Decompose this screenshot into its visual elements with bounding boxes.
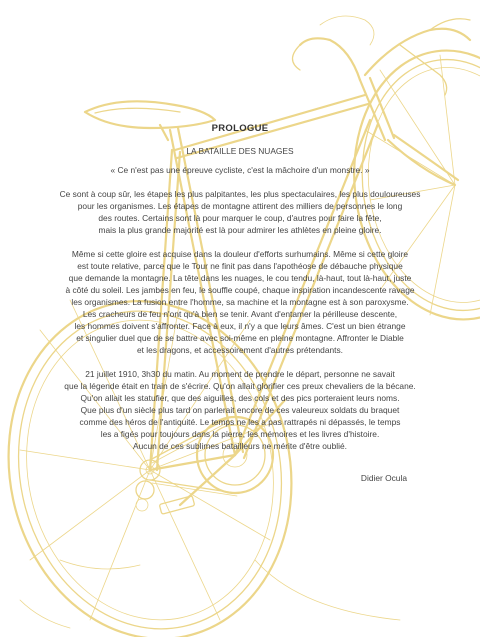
- paragraph-2-line-4: à côté du soleil. Les jambes en feu, le souffle coupé, chaque inspiration incandescente ravage: [65, 285, 415, 295]
- paragraph-3-line-3: Qu'on allait les statufier, que des aiguilles, des cols et des pics porteraient leurs noms.: [80, 393, 400, 403]
- paragraph-3-line-1: 21 juillet 1910, 3h30 du matin. Au moment de prendre le départ, personne ne savait: [85, 369, 395, 379]
- paragraph-1-line-1: Ce sont à coup sûr, les étapes les plus palpitantes, les plus spectaculaires, les plus douloureuses: [59, 189, 421, 199]
- paragraph-3-line-2: que la légende était en train de s'écrire. Qu'on allait glorifier ces preux chevaliers de la bécane.: [64, 381, 416, 391]
- page-title: PROLOGUE: [211, 123, 269, 134]
- paragraph-2-line-9: et les dragons, et accessoirement d'autres prétendants.: [137, 345, 343, 355]
- paragraph-3-line-6: les a figés pour toujours dans la pierre, les mémoires et les livres d'histoire.: [100, 429, 380, 439]
- page-subtitle: LA BATAILLE DES NUAGES: [186, 146, 294, 156]
- paragraph-2-line-2: est toute relative, parce que le Tour ne finit pas dans l'apothéose de débauche physique: [77, 261, 403, 271]
- paragraph-2-line-5: les organismes. La fusion entre l'homme, sa machine et la montagne est à son paroxysme.: [71, 297, 409, 307]
- paragraph-3-line-5: comme des héros de l'antiquité. Le temps ne les a pas rattrapés ni dépassés, le temps: [79, 417, 401, 427]
- paragraph-1-line-3: des routes. Certains sont là pour marquer le coup, d'autres pour faire la fête,: [98, 213, 382, 223]
- paragraph-2-line-1: Même si cette gloire est acquise dans la douleur d'efforts surhumains. Même si cette gloire: [71, 249, 409, 259]
- paragraph-3-line-7: Aucun de ces sublimes batailleurs ne mérite d'être oublié.: [133, 441, 347, 451]
- paragraph-2-line-8: et singulier duel que de se battre avec soi-même en pleine montagne. Affronter le Diable: [76, 333, 404, 343]
- paragraph-2-line-3: que demande la montagne. La tête dans les nuages, le cou tendu, là-haut, tout là-haut, juste: [68, 273, 412, 283]
- author-signature: Didier Ocula: [360, 473, 407, 483]
- epigraph: « Ce n'est pas une épreuve cycliste, c'est la mâchoire d'un monstre. »: [110, 165, 370, 175]
- paragraph-2-line-6: Les cracheurs de feu n'ont qu'à bien se tenir. Avant d'entamer la périlleuse descente,: [82, 309, 398, 319]
- paragraph-3-line-4: Que plus d'un siècle plus tard on parlerait encore de ces valeureux soldats du braquet: [80, 405, 400, 415]
- paragraph-1-line-2: pour les organismes. Les étapes de montagne attirent des milliers de personnes le long: [77, 201, 403, 211]
- paragraph-2-line-7: les hommes doivent s'affronter. Face à eux, il n'y a que leurs âmes. C'est un bien étrange: [74, 321, 406, 331]
- paragraph-1-line-4: mais la plus grande majorité est là pour admirer les athlètes en pleine gloire.: [98, 225, 382, 235]
